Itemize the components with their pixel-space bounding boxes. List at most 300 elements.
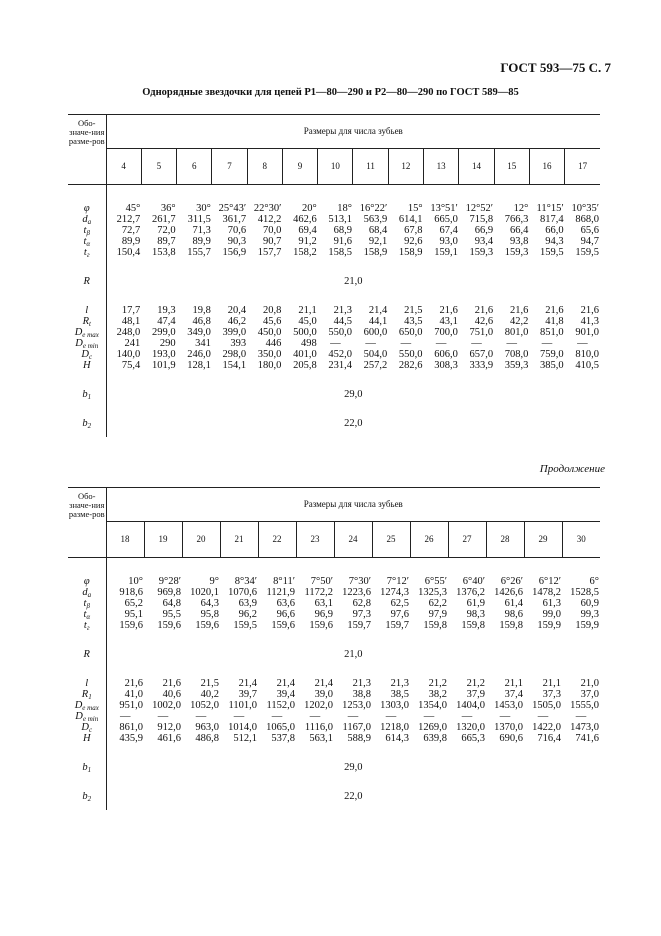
table-cell: 65,6 <box>580 225 599 236</box>
row-symbol: $R_1$ <box>81 689 92 701</box>
table-title: Однорядные звездочки для цепей Р1—80—290 и Р2—80—290 по ГОСТ 589—85 <box>142 87 519 98</box>
table-cell: 1320,0 <box>456 722 485 733</box>
table-cell: 60,9 <box>580 598 599 609</box>
table-row <box>68 203 600 214</box>
table-cell: 21,4 <box>368 305 388 316</box>
table-cell: 299,0 <box>151 327 176 338</box>
table-cell: 401,0 <box>293 349 317 360</box>
table-cell: 61,9 <box>466 598 485 609</box>
table-cell: 20,4 <box>227 305 247 316</box>
row-symbol: R <box>83 649 90 660</box>
table-cell: 333,9 <box>469 360 494 371</box>
table-cell: 512,1 <box>233 733 257 744</box>
table-cell: 1555,0 <box>570 700 599 711</box>
teeth-count-header: 19 <box>144 522 182 558</box>
table-cell: 498 <box>300 338 317 349</box>
table-cell: 21,6 <box>510 305 529 316</box>
table-cell: 21,2 <box>466 678 485 689</box>
table-cell: 155,7 <box>187 247 211 258</box>
table-cell: 657,0 <box>469 349 494 360</box>
row-symbol: H <box>82 733 91 744</box>
table-cell: 450,0 <box>257 327 282 338</box>
table-cell: 17,7 <box>106 305 141 316</box>
row-symbol: $b_2$ <box>82 791 92 803</box>
table-cell: 47,4 <box>157 316 176 327</box>
table-cell: 614,1 <box>398 214 423 225</box>
table-cell: 21,4 <box>276 678 295 689</box>
table-cell: 868,0 <box>575 214 599 225</box>
table-cell: 399,0 <box>222 327 247 338</box>
table-cell: 97,9 <box>428 609 447 620</box>
table-cell: 918,6 <box>106 587 144 598</box>
table-cell: 716,4 <box>537 733 561 744</box>
table-cell: 751,0 <box>469 327 494 338</box>
table-cell: 64,3 <box>200 598 219 609</box>
table-cell: — <box>435 338 447 349</box>
table-cell: 12°52′ <box>465 203 494 214</box>
table-cell: 21,1 <box>504 678 523 689</box>
table-cell: 21,6 <box>439 305 458 316</box>
table-cell: 38,2 <box>428 689 447 700</box>
table-cell: 42,6 <box>474 316 494 327</box>
teeth-count-header: 9 <box>282 149 317 185</box>
table-row <box>68 236 600 247</box>
table-cell: 157,7 <box>257 247 282 258</box>
table-cell: 158,5 <box>328 247 352 258</box>
table-cell: 1167,0 <box>342 722 371 733</box>
row-symbol: $t_г$ <box>83 247 90 259</box>
table-cell: 158,2 <box>293 247 317 258</box>
table-cell: 1422,0 <box>532 722 561 733</box>
row-symbol: $D_{e min}$ <box>75 711 99 723</box>
table-cell: — <box>233 711 245 722</box>
table-cell: 1101,0 <box>228 700 257 711</box>
table-cell: 159,6 <box>106 620 144 631</box>
table-cell: — <box>157 711 169 722</box>
table-cell: 44,5 <box>333 316 352 327</box>
row-symbol: $b_1$ <box>82 762 92 774</box>
teeth-count-header: 18 <box>106 522 144 558</box>
table-cell: 159,7 <box>347 620 371 631</box>
table-row-single <box>68 276 600 287</box>
teeth-count-header: 26 <box>410 522 448 558</box>
table-cell: 248,0 <box>106 327 141 338</box>
table-cell: 37,0 <box>580 689 599 700</box>
table-cell: 159,5 <box>575 247 599 258</box>
table-cell: 600,0 <box>363 327 388 338</box>
table-cell: 8°11′ <box>273 576 295 587</box>
table-cell-span: 21,0 <box>106 276 600 287</box>
row-symbol: $D_{e max}$ <box>74 700 99 712</box>
table-cell: 71,3 <box>192 225 211 236</box>
table-cell: 231,4 <box>328 360 352 371</box>
table-cell: 156,9 <box>222 247 247 258</box>
table-cell: 205,8 <box>293 360 317 371</box>
table-cell: 67,8 <box>404 225 423 236</box>
table-cell: 39,4 <box>276 689 295 700</box>
table-cell: — <box>195 711 207 722</box>
table-cell: 766,3 <box>504 214 529 225</box>
row-symbol: l <box>85 305 89 316</box>
teeth-count-header: 21 <box>220 522 258 558</box>
table-cell: 37,9 <box>466 689 485 700</box>
table-cell: 40,6 <box>162 689 181 700</box>
table-cell: 140,0 <box>106 349 141 360</box>
table-cell: 38,5 <box>390 689 409 700</box>
teeth-count-header: 4 <box>106 149 141 185</box>
table-cell: 361,7 <box>222 214 247 225</box>
table-cell: 1376,2 <box>456 587 485 598</box>
table-cell: 810,0 <box>575 349 599 360</box>
table-cell: 1505,0 <box>532 700 561 711</box>
table-row-single <box>68 389 600 400</box>
table-row <box>68 225 600 236</box>
table-cell: 159,6 <box>195 620 219 631</box>
table-cell: 95,5 <box>162 609 181 620</box>
table-cell: 159,9 <box>537 620 561 631</box>
sprocket-table-2 <box>68 487 600 810</box>
table-cell: 93,8 <box>510 236 529 247</box>
table-cell: 98,3 <box>466 609 485 620</box>
table-cell: 61,4 <box>504 598 523 609</box>
table-cell: 70,6 <box>227 225 247 236</box>
table-cell: 12° <box>513 203 529 214</box>
teeth-count-header: 10 <box>318 149 353 185</box>
table-cell: 446 <box>265 338 282 349</box>
table-cell: — <box>400 338 412 349</box>
teeth-count-header: 6 <box>177 149 212 185</box>
table-cell: 22°30′ <box>253 203 282 214</box>
table-cell: 6°55′ <box>424 576 447 587</box>
table-cell: 68,9 <box>333 225 352 236</box>
table-cell: 9° <box>209 576 219 587</box>
table-cell: 159,6 <box>309 620 333 631</box>
table-cell: 1473,0 <box>570 722 599 733</box>
table-cell: 193,0 <box>151 349 176 360</box>
table-row <box>68 247 600 258</box>
table-cell: 92,1 <box>368 236 388 247</box>
table-cell: 290 <box>159 338 176 349</box>
row-symbol: $d_а$ <box>82 214 92 226</box>
table-cell: 410,5 <box>575 360 599 371</box>
table-cell: 18° <box>337 203 352 214</box>
table-cell: 46,2 <box>227 316 247 327</box>
teeth-count-header: 30 <box>562 522 600 558</box>
table-cell: 90,7 <box>263 236 282 247</box>
table-cell: 63,1 <box>314 598 333 609</box>
table-cell: 97,3 <box>352 609 371 620</box>
table-cell: 16°22′ <box>359 203 388 214</box>
table-cell: 159,6 <box>271 620 295 631</box>
table-cell: 89,9 <box>192 236 211 247</box>
table-cell: 1002,0 <box>152 700 181 711</box>
table-cell: 606,0 <box>434 349 458 360</box>
table-cell: 563,9 <box>363 214 388 225</box>
table-cell: 95,8 <box>200 609 219 620</box>
row-symbol: φ <box>83 203 90 214</box>
table-cell: 21,1 <box>542 678 561 689</box>
table-row <box>68 711 600 722</box>
row-symbol: $t_\alpha$ <box>83 609 91 621</box>
table-row <box>68 327 600 338</box>
table-cell: 43,5 <box>404 316 423 327</box>
continuation-label: Продолжение <box>539 463 605 475</box>
teeth-count-header: 13 <box>424 149 459 185</box>
table-cell: 93,0 <box>439 236 458 247</box>
table-cell: 246,0 <box>187 349 211 360</box>
table-cell: 1014,0 <box>228 722 257 733</box>
table-cell: 861,0 <box>106 722 144 733</box>
table-row-single <box>68 762 600 773</box>
table-cell: — <box>347 711 359 722</box>
table-cell: 500,0 <box>293 327 317 338</box>
table-cell: 65,2 <box>106 598 144 609</box>
table-cell: 6°26′ <box>500 576 523 587</box>
table-cell: 700,0 <box>434 327 458 338</box>
table-cell: 1116,0 <box>304 722 333 733</box>
table-cell: — <box>106 711 144 722</box>
table-cell: 1020,1 <box>190 587 219 598</box>
table-cell: 42,2 <box>510 316 529 327</box>
table-cell: 150,4 <box>106 247 141 258</box>
teeth-count-header: 17 <box>565 149 600 185</box>
table-cell: 96,6 <box>276 609 295 620</box>
table-cell: 91,6 <box>333 236 352 247</box>
table-cell: 912,0 <box>157 722 181 733</box>
table-row <box>68 338 600 349</box>
table-cell: 64,8 <box>162 598 181 609</box>
table-cell: 97,6 <box>390 609 409 620</box>
row-symbol: $D_c$ <box>81 722 93 734</box>
table-cell: 412,2 <box>257 214 282 225</box>
table-cell: 6°12′ <box>538 576 561 587</box>
table-cell: 665,0 <box>434 214 458 225</box>
table-cell: 101,9 <box>151 360 176 371</box>
table-cell: 159,7 <box>385 620 409 631</box>
table-cell: 7°12′ <box>386 576 409 587</box>
table-row <box>68 722 600 733</box>
table-cell: 504,0 <box>363 349 388 360</box>
row-symbol: $d_а$ <box>82 587 92 599</box>
row-symbol: $t_г$ <box>83 620 90 632</box>
table-cell: 91,2 <box>298 236 317 247</box>
teeth-count-header: 14 <box>459 149 494 185</box>
table-cell: 11°15′ <box>536 203 564 214</box>
table-cell: 21,6 <box>162 678 181 689</box>
table-row <box>68 700 600 711</box>
table-cell: 21,6 <box>474 305 494 316</box>
table-cell: 817,4 <box>540 214 564 225</box>
table-cell: 41,0 <box>106 689 144 700</box>
table-cell: 36° <box>160 203 176 214</box>
table-cell: — <box>541 338 553 349</box>
row-symbol: $t_\beta$ <box>83 598 90 610</box>
teeth-count-header: 23 <box>296 522 334 558</box>
table-cell: 639,8 <box>423 733 447 744</box>
table-row <box>68 598 600 609</box>
table-cell: — <box>577 338 588 349</box>
table-cell: — <box>506 338 517 349</box>
table-cell: 46,8 <box>192 316 211 327</box>
table-cell: 19,8 <box>192 305 211 316</box>
table-row <box>68 609 600 620</box>
table-cell: 350,0 <box>257 349 282 360</box>
table-cell: 89,7 <box>157 236 176 247</box>
table-cell: 341 <box>195 338 211 349</box>
table-cell: 308,3 <box>434 360 458 371</box>
table-cell: 159,3 <box>504 247 529 258</box>
table-cell: — <box>365 338 376 349</box>
table-cell: 1070,6 <box>228 587 257 598</box>
row-symbol: $D_{e max}$ <box>74 327 99 339</box>
teeth-count-header: 24 <box>334 522 372 558</box>
table-cell: 159,8 <box>423 620 447 631</box>
teeth-count-header: 7 <box>212 149 247 185</box>
table-cell: 159,8 <box>499 620 523 631</box>
table-cell: 128,1 <box>187 360 211 371</box>
table-cell: 715,8 <box>469 214 494 225</box>
table-cell: 901,0 <box>575 327 599 338</box>
row-symbol: $b_2$ <box>82 418 92 430</box>
teeth-count-header: 20 <box>182 522 220 558</box>
table-cell: 39,7 <box>238 689 257 700</box>
table-row <box>68 360 600 371</box>
table-cell: 99,0 <box>542 609 561 620</box>
table-cell: 93,4 <box>474 236 494 247</box>
table-cell: 550,0 <box>328 327 352 338</box>
table-cell: 21,6 <box>545 305 564 316</box>
table-cell: 21,4 <box>238 678 257 689</box>
table-cell: 159,8 <box>461 620 485 631</box>
table-cell: 212,7 <box>106 214 141 225</box>
table-cell: 1223,6 <box>342 587 371 598</box>
table-cell: 41,8 <box>545 316 564 327</box>
table-cell: 20,8 <box>263 305 282 316</box>
table-cell: 951,0 <box>106 700 144 711</box>
table-cell: 969,8 <box>157 587 181 598</box>
table-cell: 62,5 <box>390 598 409 609</box>
table-cell: 40,2 <box>200 689 219 700</box>
table-cell: 461,6 <box>157 733 181 744</box>
table-cell: — <box>330 338 341 349</box>
row-symbol: $t_\alpha$ <box>83 236 91 248</box>
table-cell: 25°43′ <box>218 203 247 214</box>
teeth-count-header: 5 <box>141 149 176 185</box>
table-cell: 759,0 <box>540 349 564 360</box>
table-cell: 45,6 <box>263 316 282 327</box>
table-cell: 45° <box>106 203 141 214</box>
table-cell: 66,9 <box>474 225 494 236</box>
teeth-count-header: 15 <box>494 149 529 185</box>
table-cell: 21,5 <box>200 678 219 689</box>
table-cell: 19,3 <box>157 305 176 316</box>
table-cell: 159,9 <box>575 620 599 631</box>
table-cell: 1152,0 <box>266 700 295 711</box>
table-cell: 801,0 <box>504 327 529 338</box>
table-cell: 43,1 <box>439 316 458 327</box>
table-cell: 70,0 <box>263 225 282 236</box>
table-cell-span: 22,0 <box>106 418 600 429</box>
table-cell: 7°50′ <box>310 576 333 587</box>
table-row <box>68 214 600 225</box>
table-cell: 462,6 <box>293 214 317 225</box>
table-cell: 1370,0 <box>494 722 523 733</box>
row-symbol: $R_t$ <box>82 316 91 328</box>
table-cell: 1253,0 <box>342 700 371 711</box>
table-cell: 21,3 <box>352 678 371 689</box>
column-head-designations: Обо-значе-ния разме-ров <box>68 488 106 558</box>
teeth-count-header: 11 <box>353 149 388 185</box>
row-symbol: $D_c$ <box>81 349 93 361</box>
table-cell: 89,9 <box>106 236 141 247</box>
table-cell: 393 <box>230 338 247 349</box>
table-cell: 72,0 <box>157 225 176 236</box>
table-cell: 550,0 <box>398 349 423 360</box>
table-row <box>68 678 600 689</box>
table-cell: 1354,0 <box>418 700 447 711</box>
table-cell: 159,5 <box>233 620 257 631</box>
table-cell: 563,1 <box>309 733 333 744</box>
table-cell: 21,3 <box>390 678 409 689</box>
table-cell-span: 29,0 <box>106 762 600 773</box>
teeth-count-header: 25 <box>372 522 410 558</box>
table-cell: 21,2 <box>428 678 447 689</box>
table-cell: 21,6 <box>580 305 599 316</box>
table-cell: 650,0 <box>398 327 423 338</box>
table-cell: 241 <box>106 338 141 349</box>
table-cell: 67,4 <box>439 225 458 236</box>
table-cell: 708,0 <box>504 349 529 360</box>
teeth-count-header: 8 <box>247 149 282 185</box>
table-cell: 21,4 <box>314 678 333 689</box>
table-row <box>68 349 600 360</box>
table-cell: 96,9 <box>314 609 333 620</box>
table-row <box>68 733 600 744</box>
sprocket-table-1 <box>68 114 600 437</box>
table-cell: 311,5 <box>187 214 211 225</box>
table-cell: 20° <box>301 203 317 214</box>
table-cell: 21,1 <box>298 305 317 316</box>
table-cell: 1426,6 <box>494 587 523 598</box>
teeth-count-header: 28 <box>486 522 524 558</box>
table-cell: 62,2 <box>428 598 447 609</box>
table-cell: 96,2 <box>238 609 257 620</box>
table-cell: 282,6 <box>398 360 423 371</box>
page-header: ГОСТ 593—75 С. 7 <box>500 60 611 75</box>
table-cell: 298,0 <box>222 349 247 360</box>
table-cell: 1274,3 <box>380 587 409 598</box>
table-cell: 94,3 <box>545 236 564 247</box>
table-cell: 15° <box>407 203 423 214</box>
table-cell: — <box>271 711 283 722</box>
table-cell: 1172,2 <box>304 587 333 598</box>
table-cell: — <box>309 711 321 722</box>
table-cell: 1218,0 <box>380 722 409 733</box>
table-cell: 6° <box>589 576 599 587</box>
table-cell: 92,6 <box>404 236 423 247</box>
table-cell: 359,3 <box>504 360 529 371</box>
table-cell: 21,5 <box>404 305 423 316</box>
table-cell: 41,3 <box>580 316 599 327</box>
table-cell: 851,0 <box>540 327 564 338</box>
teeth-count-header: 29 <box>524 522 562 558</box>
table-cell: 153,8 <box>151 247 176 258</box>
table-cell: — <box>499 711 511 722</box>
table-cell: 95,1 <box>106 609 144 620</box>
table-cell: 45,0 <box>298 316 317 327</box>
table-row <box>68 305 600 316</box>
table-cell: 349,0 <box>187 327 211 338</box>
